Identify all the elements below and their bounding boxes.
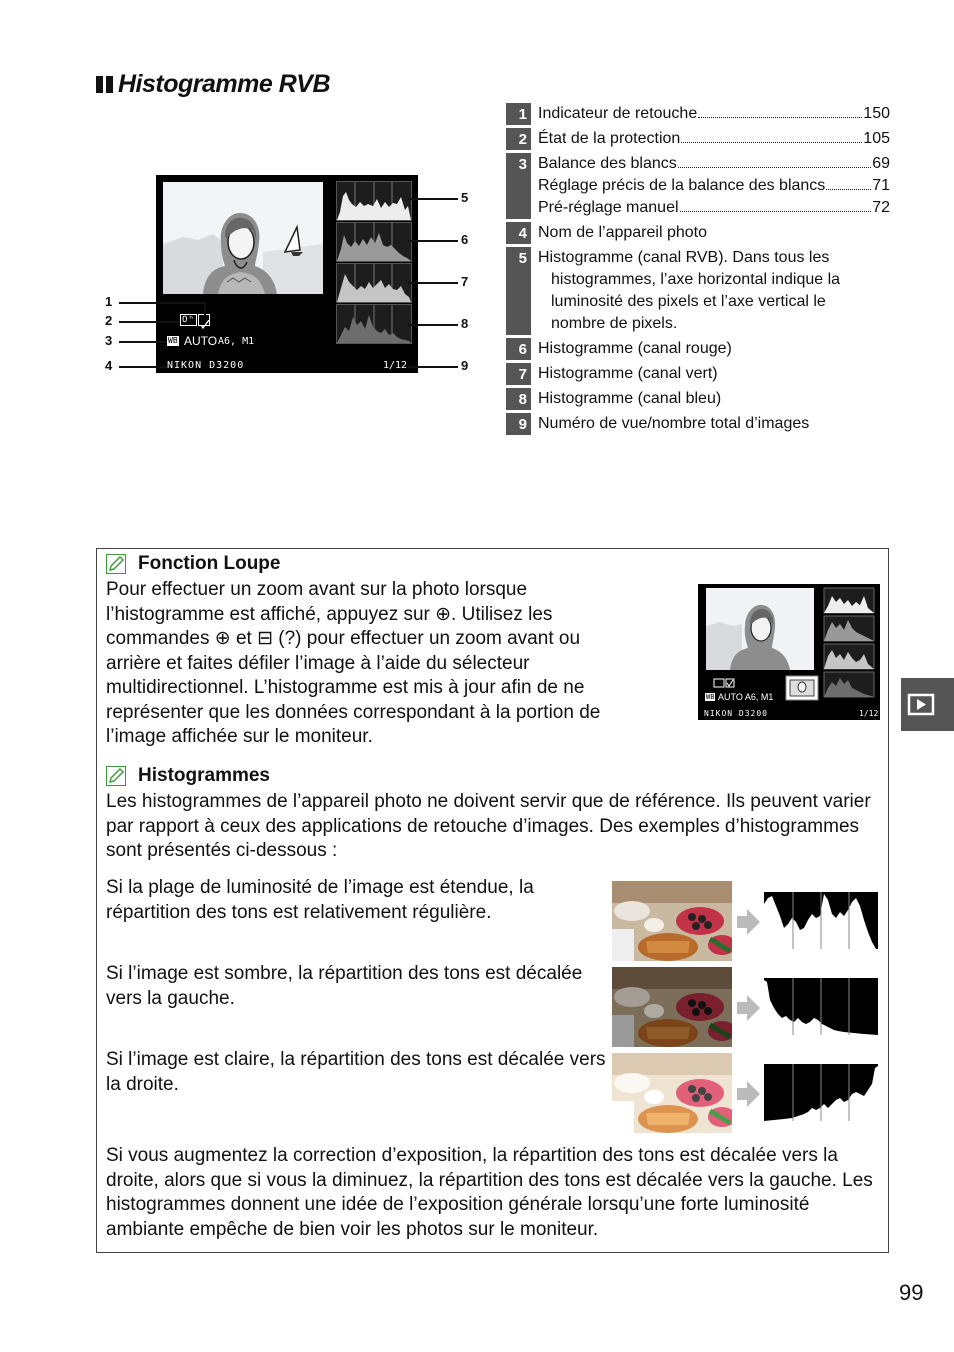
- legend-label: Histogramme (canal vert): [538, 365, 718, 382]
- legend-item: [506, 247, 890, 335]
- legend-item: [506, 413, 890, 435]
- text-line: Si l’image est claire, la répartition des tons est décalée vers: [106, 1049, 606, 1070]
- page-ref: 150: [863, 105, 890, 122]
- zoom-screen-illustration: [698, 584, 880, 720]
- note-body-loupe: [106, 578, 606, 750]
- wb-fine-tune: A6, M1: [218, 336, 255, 347]
- legend-number: 1: [506, 103, 531, 125]
- callout-label: 9: [461, 358, 469, 373]
- legend-number: 9: [506, 413, 531, 435]
- legend-label: Histogramme (canal bleu): [538, 390, 722, 407]
- example-text-dark: [106, 962, 606, 1011]
- section-title: [96, 70, 330, 99]
- example-histogram-bright: [764, 1064, 878, 1121]
- legend-label: Indicateur de retouche: [538, 105, 698, 122]
- text-line: multidirectionnel. L’histogramme est mis à jour afin de ne: [106, 677, 585, 698]
- legend-label: Histogramme (canal RVB). Dans tous les: [538, 249, 830, 266]
- page-number: 99: [899, 1280, 924, 1305]
- text-line: représenter que les données correspondant à la portion de: [106, 701, 601, 723]
- note-closing: [106, 1144, 881, 1242]
- legend-number: 3: [506, 153, 531, 219]
- legend-item: [506, 222, 890, 244]
- callout-line: [119, 366, 167, 368]
- wb-icon: WB: [168, 336, 178, 345]
- legend-number: 4: [506, 222, 531, 244]
- example-text-bright: [106, 1048, 606, 1097]
- legend-number: 2: [506, 128, 531, 150]
- text-line: Si l’image est sombre, la répartition des tons est décalée: [106, 963, 583, 984]
- text-line: la droite.: [106, 1073, 179, 1095]
- callout-line: [408, 282, 458, 284]
- title-marker-icon: [96, 76, 103, 93]
- legend-label-cont: nombre de pixels.: [551, 315, 678, 332]
- page-ref: 72: [872, 199, 890, 216]
- text-line: droite, alors que si vous la diminuez, la répartition des tons est décalée vers la gauche. Les: [106, 1169, 873, 1191]
- wb-icon: WB: [706, 693, 715, 701]
- legend-number: 7: [506, 363, 531, 385]
- frame-counter: 1/12: [383, 360, 408, 371]
- camera-name: NIKON D3200: [704, 709, 768, 718]
- page-ref: 71: [872, 177, 890, 194]
- text-line: histogrammes donnent une idée de l’exposition générale lorsqu’une forte luminosité: [106, 1194, 810, 1215]
- legend-list: [506, 103, 890, 438]
- note-title: Fonction Loupe: [138, 553, 281, 574]
- legend-item: [506, 338, 890, 360]
- note-title: Histogrammes: [138, 765, 270, 786]
- text-line: ambiante empêche de bien voir les photos sur le moniteur.: [106, 1218, 599, 1240]
- arrow-right-icon: [735, 1080, 761, 1108]
- legend-label-cont: luminosité des pixels et l’axe vertical le: [551, 293, 826, 310]
- legend-number: 8: [506, 388, 531, 410]
- text-line: commandes ⊕ et ⊟ (?) pour effectuer un zoom avant ou: [106, 628, 581, 649]
- legend-label: Histogramme (canal rouge): [538, 340, 732, 357]
- legend-number: 5: [506, 247, 531, 335]
- callout-label: 6: [461, 232, 469, 247]
- legend-item: [506, 103, 890, 125]
- legend-item: [506, 153, 890, 219]
- wb-mode: AUTO: [184, 334, 218, 348]
- text-line: Les histogrammes de l’appareil photo ne doivent servir que de référence. Ils peuvent varier: [106, 791, 871, 812]
- sample-photo: [163, 182, 323, 294]
- histogram-rgb: [336, 181, 412, 221]
- arrow-right-icon: [735, 994, 761, 1022]
- note-body-histograms: [106, 790, 881, 864]
- example-histogram-normal: [764, 892, 878, 949]
- histogram-blue: [336, 304, 412, 344]
- legend-label: Balance des blancs: [538, 155, 677, 172]
- callout-line: [119, 341, 167, 343]
- callout-label: 8: [461, 316, 469, 331]
- text-line: par rapport à ceux des applications de retouche d’images. Des exemples d’histogrammes: [106, 815, 860, 837]
- legend-label: Numéro de vue/nombre total d’images: [538, 415, 810, 432]
- example-histogram-dark: [764, 978, 878, 1035]
- legend-item: [506, 363, 890, 385]
- text-line: vers la gauche.: [106, 987, 235, 1009]
- legend-label: État de la protection: [538, 130, 681, 147]
- text-line: l’histogramme est affiché, appuyez sur ⊕. Utilisez les: [106, 603, 553, 625]
- protect-icon: Oⁿ: [182, 315, 195, 325]
- page-ref: 105: [863, 130, 890, 147]
- wb-mode: AUTO A6, M1: [718, 692, 774, 702]
- example-photo-bright: [612, 1053, 732, 1133]
- callout-line: [408, 240, 458, 242]
- callout-line: [408, 198, 458, 200]
- callout-label: 5: [461, 190, 469, 205]
- camera-name: NIKON D3200: [167, 360, 245, 371]
- text-line: Si vous augmentez la correction d’exposition, la répartition des tons est décalée vers la: [106, 1145, 838, 1166]
- text-line: Si la plage de luminosité de l’image est étendue, la: [106, 877, 534, 898]
- legend-label: Réglage précis de la balance des blancs: [538, 177, 826, 194]
- legend-label-cont: histogrammes, l’axe horizontal indique la: [551, 271, 841, 288]
- title-marker-icon: [106, 76, 113, 93]
- note-heading-histograms: [106, 765, 270, 787]
- callout-label: 3: [105, 333, 113, 348]
- callout-label: 1: [105, 294, 113, 309]
- playback-section-tab: [901, 678, 954, 731]
- legend-item: [506, 388, 890, 410]
- example-photo-normal: [612, 881, 732, 961]
- camera-screen-illustration: [156, 175, 418, 373]
- text-line: sont présentés ci-dessous :: [106, 840, 338, 861]
- page-ref: 69: [872, 155, 890, 172]
- callout-line: [408, 324, 458, 326]
- example-text-wide: [106, 876, 601, 925]
- section-title-text: Histogramme RVB: [118, 70, 330, 98]
- text-line: arrière et faites défiler l’image à l’aide du sélecteur: [106, 652, 530, 674]
- legend-item: [506, 128, 890, 150]
- callout-label: 7: [461, 274, 469, 289]
- text-line: Pour effectuer un zoom avant sur la photo lorsque: [106, 579, 528, 600]
- callout-line: [119, 321, 180, 323]
- histogram-green: [336, 263, 412, 303]
- playback-icon: [901, 678, 954, 731]
- legend-label: Pré-réglage manuel: [538, 199, 679, 216]
- callout-label: 2: [105, 313, 113, 328]
- arrow-right-icon: [735, 908, 761, 936]
- note-heading-loupe: [106, 553, 280, 575]
- text-line: l’image affichée sur le moniteur.: [106, 726, 373, 747]
- callout-line: [119, 302, 205, 304]
- frame-counter: 1/12: [859, 709, 879, 718]
- text-line: répartition des tons est relativement régulière.: [106, 901, 492, 923]
- pencil-icon: [106, 554, 126, 574]
- callout-line: [408, 366, 458, 368]
- legend-label: Nom de l’appareil photo: [538, 224, 707, 241]
- callout-label: 4: [105, 358, 113, 373]
- histogram-red: [336, 222, 412, 262]
- callout-line: [204, 302, 206, 316]
- pencil-icon: [106, 766, 126, 786]
- example-photo-dark: [612, 967, 732, 1047]
- legend-number: 6: [506, 338, 531, 360]
